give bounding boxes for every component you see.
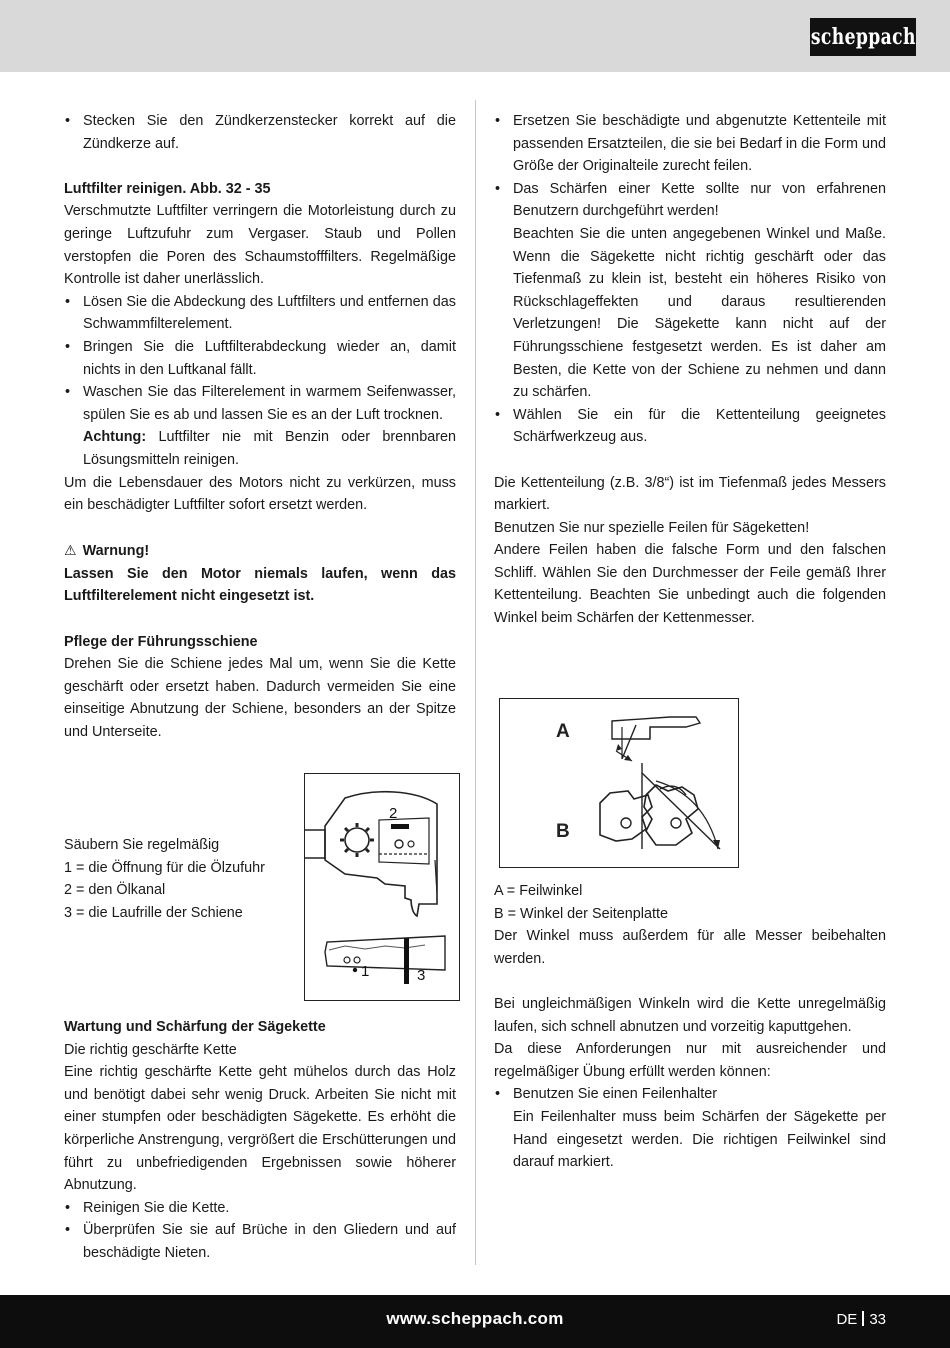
file-angle-drawing <box>500 699 738 867</box>
bullet-wash-filter: • Waschen Sie das Filterelement in warmem Seifenwasser, spülen Sie es ab und lassen Sie es an der Luft trocknen. <box>64 381 456 426</box>
bullet-choose-tool: • Wählen Sie ein für die Kettenteilung geeignetes Schärfwerkzeug aus. <box>494 404 886 449</box>
right-column <box>494 110 886 630</box>
column-divider <box>475 100 476 1265</box>
chain-section <box>64 1016 456 1265</box>
angles-warning-text: Beachten Sie die unten angegebenen Winkel und Maße. Wenn die Sägekette nicht richtig geschärft oder das Tiefenmaß zu klein ist, besteht ein höheres Risiko von Rückschlageffekten und daraus resultierenden Verletzungen! Die Sägekette kann nicht auf der Führungsschiene festgesetzt werden. Es ist daher am Besten, die Kette von der Schiene zu nehmen und dann zu schärfen. <box>513 225 886 401</box>
footer-language: DE <box>836 1311 858 1328</box>
attention-note <box>64 426 456 471</box>
warning-triangle-icon: ⚠ <box>64 542 77 559</box>
fig2-label-a: A <box>556 721 570 742</box>
fig1-label-2: 2 <box>389 805 398 822</box>
attention-text: Luftfilter nie mit Benzin oder brennbaren Lösungsmitteln reinigen. <box>83 429 456 468</box>
angle-note: Der Winkel muss außerdem für alle Messer beibehalten werden. <box>494 928 886 967</box>
left-column <box>64 110 456 744</box>
guide-bar-drawing <box>305 774 459 1000</box>
bullet-spark-plug: • Stecken Sie den Zündkerzenstecker korrekt auf die Zündkerze auf. <box>64 110 456 155</box>
chain-text: Eine richtig geschärfte Kette geht mühelos durch das Holz und benötigt dabei sehr wenig Druck. Arbeiten Sie nicht mit einer stumpfen oder beschädigten Sägekette. Es erhöht die körperliche Anstrengung, vergrößert die Erschütterungen und führt zu unbefriedigenden Ergebnissen sowie höherer Abnutzung. <box>64 1064 456 1194</box>
brand-logo-text: scheppach <box>810 24 916 50</box>
fig1-label-3: 3 <box>417 967 426 984</box>
cleaning-list <box>64 834 294 924</box>
cleaning-item-3: 3 = die Laufrille der Schiene <box>64 904 243 921</box>
bullet-replace-parts: • Ersetzen Sie beschädigte und abgenutzte Kettenteile mit passenden Ersatzteilen, die sie bei Bedarf in die Form und Größe der Originalteile zurecht feilen. <box>494 110 886 178</box>
footer-separator <box>862 1311 864 1326</box>
lifetime-text: Um die Lebensdauer des Motors nicht zu verkürzen, muss ein beschädigter Luftfilter sofort ersetzt werden. <box>64 474 456 514</box>
bullet-check-chain: • Überprüfen Sie sie auf Brüche in den Gliedern und auf beschädigte Nieten. <box>64 1219 456 1264</box>
footer-website-link[interactable]: www.scheppach.com <box>386 1309 564 1328</box>
warning-text: Lassen Sie den Motor niemals laufen, wenn das Luftfilterelement nicht eingesetzt ist. <box>64 565 456 605</box>
rail-text: Drehen Sie die Schiene jedes Mal um, wenn Sie die Kette geschärft oder ersetzt haben. Dadurch vermeiden Sie eine einseitige Abnutzung der Schiene, besonders an der Spitze und Unterseite. <box>64 656 456 741</box>
airfilter-heading: Luftfilter reinigen. Abb. 32 - 35 <box>64 180 271 197</box>
bullet-reattach-cover: • Bringen Sie die Luftfilterabdeckung wieder an, damit nichts in den Luftkanal fällt. <box>64 336 456 381</box>
footer <box>0 1295 950 1348</box>
pitch-text: Die Kettenteilung (z.B. 3/8“) ist im Tiefenmaß jedes Messers markiert. <box>494 474 886 514</box>
file-holder-text: Ein Feilenhalter muss beim Schärfen der Sägekette per Hand eingesetzt werden. Die richtigen Feilwinkel sind darauf markiert. <box>513 1108 886 1171</box>
footer-page-info <box>836 1311 886 1328</box>
file-angle-figure <box>499 698 739 868</box>
airfilter-intro: Verschmutzte Luftfilter verringern die Motorleistung durch zu geringe Luftzufuhr zum Vergaser. Staub und Pollen verstopfen die Poren des Schaumstofffilters. Regelmäßige Kontrolle ist daher unerlässlich. <box>64 203 456 288</box>
fig2-label-b: B <box>556 821 570 842</box>
chain-subheading: Die richtig geschärfte Kette <box>64 1041 237 1058</box>
guide-bar-figure <box>304 773 460 1001</box>
angle-legend-section <box>494 880 886 1174</box>
warning-title-line <box>64 539 456 563</box>
brand-logo <box>810 18 916 56</box>
fig1-label-1: 1 <box>361 963 370 980</box>
cleaning-item-2: 2 = den Ölkanal <box>64 882 166 899</box>
cleaning-title: Säubern Sie regelmäßig <box>64 837 220 853</box>
legend-b: B = Winkel der Seitenplatte <box>494 905 668 922</box>
bullet-experienced-users: • Das Schärfen einer Kette sollte nur von erfahrenen Benutzern durchgeführt werden! <box>494 178 886 223</box>
bullet-clean-chain: • Reinigen Sie die Kette. <box>64 1197 456 1220</box>
files-text: Andere Feilen haben die falsche Form und den falschen Schliff. Wählen Sie den Durchmesser der Feile gemäß Ihrer Kettenteilung. Beachten Sie unbedingt auch die folgenden Winkel beim Schärfen der Kettenmesser. <box>494 542 886 627</box>
files-only-text: Benutzen Sie nur spezielle Feilen für Sägeketten! <box>494 519 810 536</box>
rail-heading: Pflege der Führungsschiene <box>64 633 258 650</box>
cleaning-item-1: 1 = die Öffnung für die Ölzufuhr <box>64 859 265 876</box>
legend-a: A = Feilwinkel <box>494 883 583 899</box>
bullet-file-holder: • Benutzen Sie einen Feilenhalter <box>494 1083 886 1106</box>
attention-label: Achtung: <box>83 429 147 446</box>
chain-heading: Wartung und Schärfung der Sägekette <box>64 1019 326 1035</box>
bullet-remove-cover: • Lösen Sie die Abdeckung des Luftfilters und entfernen das Schwammfilterelement. <box>64 291 456 336</box>
header-band <box>0 0 950 72</box>
footer-page-number: 33 <box>869 1311 886 1328</box>
practice-text: Da diese Anforderungen nur mit ausreichender und regelmäßiger Übung erfüllt werden können: <box>494 1041 886 1080</box>
uneven-angles-text: Bei ungleichmäßigen Winkeln wird die Kette unregelmäßig laufen, sich schnell abnutzen und vorzeitig kaputtgehen. <box>494 995 886 1035</box>
warning-title: Warnung! <box>82 543 150 560</box>
